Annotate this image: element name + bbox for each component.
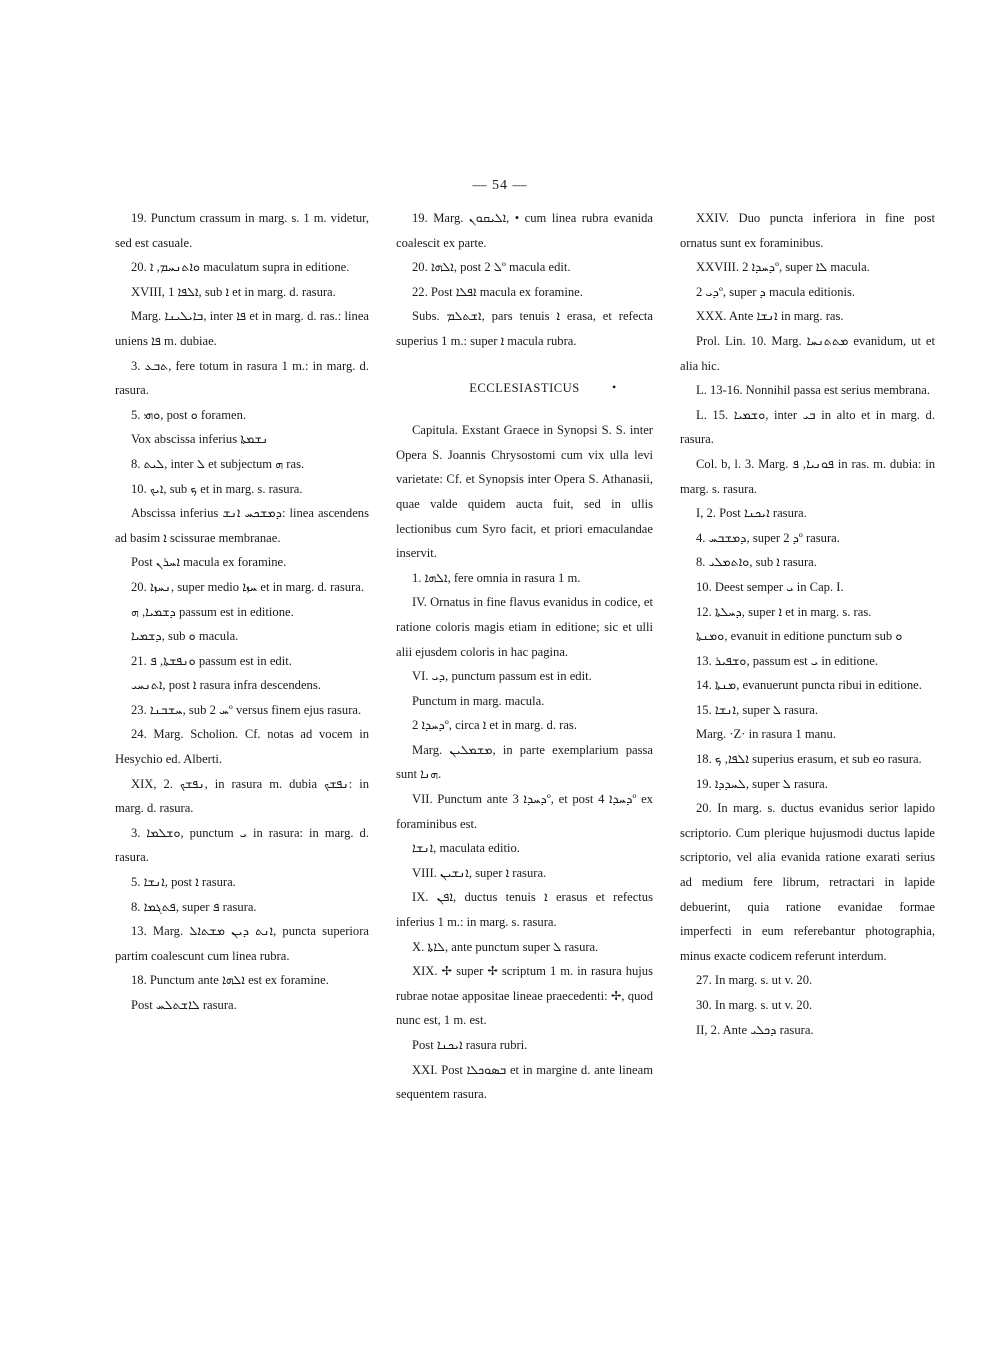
note: Post ܐܚܪܢ macula ex foramine. (131, 555, 287, 570)
note: IX. ܐܦܢ, ductus tenuis ܐ erasus et refectus inferius 1 m.: in marg. s. rasura. (396, 890, 653, 930)
note: Marg. ܡܫܡܠܝܢ, in parte exemplarium passa sunt ܗܢܐ. (396, 742, 653, 782)
note: XXVIII. ܕܚܕܐ 2º, super ܠܐ macula. (696, 260, 870, 275)
note: XVIII, 1 ܐܠܦܐ, sub ܐ et in marg. d. rasura. (131, 284, 336, 299)
note: ܐܬܢܚܝ, post ܐ rasura infra descendens. (131, 678, 321, 693)
note: L. 13-16. Nonnihil passa est serius membrana. (696, 383, 930, 398)
note: IV. Ornatus in fine flavus evanidus in codice, et ratione coloris magis etiam in editione; sic et ulli alii ejusdem coloris in hac pagina. (396, 595, 653, 659)
note: X. ܠܐܬܐ, ante punctum super ܠ rasura. (412, 939, 599, 954)
note: 22. Post ܐܦܠܐ macula ex foramine. (412, 284, 583, 299)
note: 24. Marg. Scholion. Cf. notas ad vocem in Hesychio ed. Alberti. (115, 727, 369, 767)
page-number: — 54 — (472, 178, 528, 193)
note: 10. ܐܝܟ, sub ܟ et in marg. s. rasura. (131, 481, 303, 496)
note: Capitula. Exstant Graece in Synopsi S. S. inter Opera S. Joannis Chrysostomi cum vix ulla levi varietate: Cf. et Synopsis inter Opera S. Athanasii, quae valde quidem aucta fuit, sed in ullis lectionibus cum Syro facit, et priori emaculandae inservit. (396, 423, 653, 561)
note: 13. Marg. ܐܢܬ ܕܝܢ ܡܫܬܐܠ, puncta superiora partim coalescunt cum linea rubra. (115, 924, 369, 963)
note: ܐܢܫܐ, maculata editio. (412, 841, 520, 856)
note: Vox abscissa inferius ܢܫܡܬܐ (131, 432, 269, 447)
note: II, 2. Ante ܕܟܠܝ rasura. (696, 1022, 814, 1037)
note: VIII. ܐܢܫܝܢ, super ܐ rasura. (412, 865, 547, 880)
note: Col. b, l. 3. Marg. ܦܘܢܝܐ, ܦ in ras. m. dubia: in marg. s. rasura. (680, 456, 935, 496)
note: L. 15. ܘܫܡܝܐ, inter ܒܝ in alto et in marg. d. rasura. (680, 407, 935, 447)
note: Post ܐܝܟܢܐ rasura rubri. (412, 1038, 528, 1052)
note: Subs. ܐܫܬܠܡ, pars tenuis ܐ erasa, et refecta superius 1 m.: super ܐ macula rubra. (396, 309, 654, 348)
note: 5. ܘܗܝ, post ܘ foramen. (131, 407, 247, 422)
note: I, 2. Post ܐܝܟܢܐ rasura. (696, 506, 807, 521)
note: VI. ܕܝ, punctum passum est in edit. (412, 669, 592, 684)
note: Punctum in marg. macula. (412, 693, 545, 708)
note: 8. ܠܝܬ, inter ܠ et subjectum ܗ ras. (131, 456, 305, 471)
note: Post ܠܐܫܬܠܚ rasura. (131, 998, 237, 1012)
note: 14. ܡܢܬܐ, evanuerunt puncta ribui in editione. (696, 678, 922, 693)
note: 19. Punctum crassum in marg. s. 1 m. videtur, sed est casuale. (115, 211, 369, 250)
note: XIX. ✢ super ✢ scriptum 1 m. in rasura hujus rubrae notae appositae lineae praecedenti: ✢, quod nunc est, 1 m. est. (396, 964, 653, 1028)
note: 19. Marg. ܐܠܝܩܘܢ, • cum linea rubra evanida coalescit ex parte. (396, 211, 653, 250)
note: Marg. ܒܐܝܠܝܢܐ, inter ܦܐ et in marg. d. ras.: linea uniens ܦܐ m. dubiae. (115, 309, 370, 348)
note: 20. ܘܐܬܢܚܡ, ܐ maculatum supra in editione. (131, 260, 350, 275)
note: 30. In marg. s. ut v. 20. (696, 998, 813, 1012)
note: 21. ܘܢܦܫܬܐ, ܦ passum est in edit. (131, 653, 292, 668)
note: ܕܚܕܐ 2º, circa ܐ et in marg. d. ras. (412, 718, 577, 733)
note: 10. Deest semper ܝ in Cap. I. (696, 579, 844, 594)
note: XXIV. Duo puncta inferiora in fine post ornatus sunt ex foraminibus. (680, 211, 935, 250)
note: 1. ܐܠܗܐ, fere omnia in rasura 1 m. (412, 570, 581, 585)
note: ܕܫܡܝܐ, sub ܘ macula. (131, 629, 239, 644)
note: 18. ܐܠܦܐ, ܟ superius erasum, et sub eo rasura. (696, 752, 922, 767)
note: 4. ܕܡܫܒܚ, super ܕ 2º rasura. (696, 530, 840, 545)
note: ܕܫܡܝܐ, ܗ passum est in editione. (131, 604, 294, 619)
note: 5. ܐܢܫܐ, post ܐ rasura. (131, 875, 236, 890)
section-heading: ECCLESIASTICUS (469, 380, 580, 395)
note: 13. ܘܫܦܝܪ, passum est ܝ in editione. (696, 653, 878, 668)
note: 20. ܢܚܙܐ, super medio ܚܙܐ et in marg. d. rasura. (131, 579, 364, 594)
column-left (115, 206, 369, 1018)
note: XXI. Post ܒܣܘܟܠܐ et in margine d. ante lineam sequentem rasura. (396, 1062, 653, 1102)
note: 23. ܚܫܒܢܐ, sub ܚ 2º versus finem ejus rasura. (131, 702, 362, 717)
note: 19. ܠܚܕܕܐ, super ܠ rasura. (696, 776, 828, 791)
note: 27. In marg. s. ut v. 20. (696, 973, 813, 988)
column-right (680, 206, 935, 1042)
note: 18. Punctum ante ܐܠܗܐ est ex foramine. (131, 973, 329, 988)
note: 20. ܐܠܗܐ, post ܠ 2º macula edit. (412, 260, 571, 275)
note: Prol. Lin. 10. Marg. ܡܬܬܢܚܐ evanidum, ut et alia hic. (680, 333, 935, 373)
note: Abscissa inferius ܕܡܫܟܚ ܐܢܫ: linea ascendens ad basim ܐ scissurae membranae. (115, 506, 370, 545)
bullet-dot-icon: • (612, 380, 617, 394)
note: Marg. ·Z· in rasura 1 manu. (696, 727, 837, 742)
note: 12. ܕܚܠܬܐ, super ܐ et in marg. s. ras. (696, 604, 872, 619)
note: XIX, 2. ܢܦܫܟ, in rasura m. dubia ܢܦܫܟ: in marg. d. rasura. (115, 776, 369, 816)
note: 8. ܦܬܓܡܐ, super ܦ rasura. (131, 899, 257, 914)
note: 3. ܬܒܥ, fere totum in rasura 1 m.: in marg. d. rasura. (115, 358, 370, 398)
note: ܕܝ 2º, super ܕ macula editionis. (696, 284, 856, 299)
note: 3. ܘܫܠܡܐ, punctum ܝ in rasura: in marg. d. rasura. (115, 825, 369, 865)
column-middle (396, 206, 653, 1107)
note: 15. ܐܢܫܐ, super ܠ rasura. (696, 702, 819, 717)
note: 8. ܘܐܬܡܠܝ, sub ܐ rasura. (696, 555, 817, 570)
note: XXX. Ante ܐܢܫܐ in marg. ras. (696, 309, 844, 324)
note: VII. Punctum ante ܕܚܕܐ 3º, et post ܕܚܕܐ 4º ex foraminibus est. (396, 792, 653, 831)
note: 20. In marg. s. ductus evanidus serior lapido scriptorio. Cum plerique hujusmodi ductus lapide scriptorio, vel alia evanida ratione exarati serius ad medium fere librum, retractari in lapide debuerint, quia ratione evanidae formae imperfecti in eum referebantur photographia, minus exacte codicem referunt interdum. (680, 801, 935, 963)
note: ܘܡܢܬܐ, evanuit in editione punctum sub ܘ (696, 629, 903, 644)
